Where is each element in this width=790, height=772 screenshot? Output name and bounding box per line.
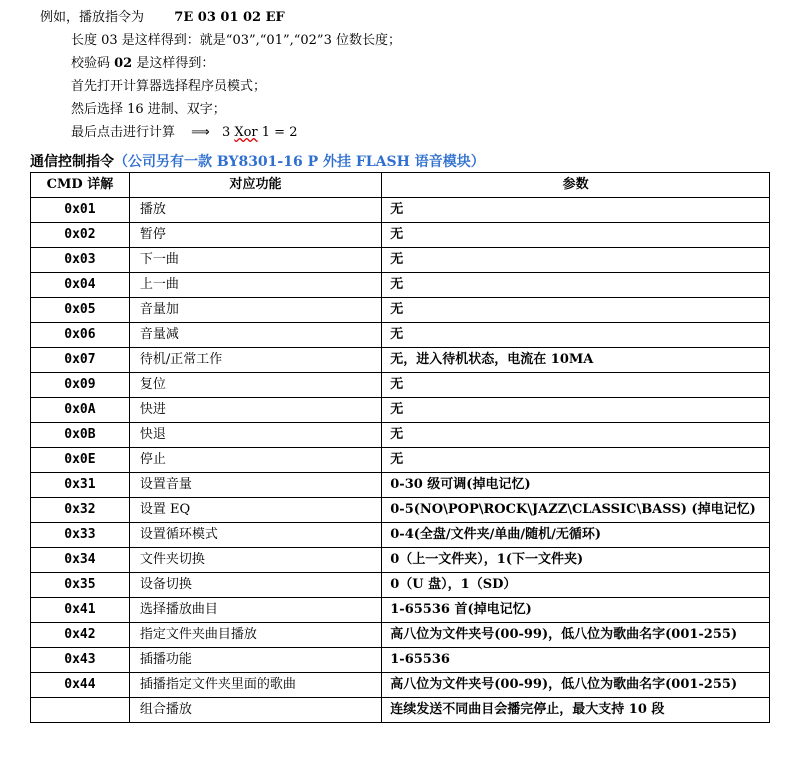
example-command: 7E 03 01 02 EF [174, 10, 285, 25]
param-cell: 高八位为文件夹号(00-99)，低八位为歌曲名字(001-255) [382, 623, 770, 648]
example-label: 例如，播放指令为 [40, 10, 145, 25]
cmd-cell: 0x09 [31, 373, 130, 398]
table-row [31, 398, 770, 423]
param-cell: 无 [382, 398, 770, 423]
param-cell: 1-65536 首(掉电记忆) [382, 598, 770, 623]
table-row [31, 698, 770, 723]
step-3: 最后点击进行计算 [71, 125, 176, 140]
table-row [31, 673, 770, 698]
step-1: 首先打开计算器选择程序员模式； [71, 79, 267, 94]
section-title-text: 通信控制指令 [30, 154, 114, 170]
function-cell: 下一曲 [129, 248, 381, 273]
function-cell: 暂停 [129, 223, 381, 248]
header-param: 参数 [382, 173, 770, 198]
checksum-value: 02 [114, 56, 133, 71]
param-cell: 无 [382, 198, 770, 223]
step-2: 然后选择 16 进制、双字； [71, 102, 226, 117]
cmd-cell: 0x33 [31, 523, 130, 548]
cmd-cell: 0x0A [31, 398, 130, 423]
function-cell: 停止 [129, 448, 381, 473]
cmd-cell: 0x04 [31, 273, 130, 298]
cmd-cell: 0x06 [31, 323, 130, 348]
cmd-cell: 0x42 [31, 623, 130, 648]
cmd-cell: 0x32 [31, 498, 130, 523]
length-explanation: 长度 03 是这样得到：就是“03”,“01”,“02”3 位数长度； [71, 33, 401, 48]
function-cell: 组合播放 [129, 698, 381, 723]
function-cell: 设置循环模式 [129, 523, 381, 548]
function-cell: 插播指定文件夹里面的歌曲 [129, 673, 381, 698]
calc-post: 1 = 2 [257, 125, 298, 140]
calc-pre: 3 [221, 125, 235, 140]
param-cell: 连续发送不同曲目会播完停止，最大支持 10 段 [382, 698, 770, 723]
calc-xor: Xor [234, 125, 258, 140]
cmd-cell: 0x43 [31, 648, 130, 673]
cmd-cell: 0x31 [31, 473, 130, 498]
function-cell: 指定文件夹曲目播放 [129, 623, 381, 648]
table-row [31, 448, 770, 473]
param-cell: 无 [382, 248, 770, 273]
arrow-icon: ⟹ [191, 125, 210, 140]
function-cell: 设备切换 [129, 573, 381, 598]
function-cell: 设置 EQ [129, 498, 381, 523]
table-row [31, 348, 770, 373]
function-cell: 选择播放曲目 [129, 598, 381, 623]
function-cell: 文件夹切换 [129, 548, 381, 573]
function-cell: 音量加 [129, 298, 381, 323]
section-title [30, 151, 485, 171]
table-row [31, 273, 770, 298]
table-row [31, 498, 770, 523]
cmd-cell: 0x41 [31, 598, 130, 623]
command-table [30, 172, 770, 723]
table-row [31, 323, 770, 348]
cmd-cell: 0x35 [31, 573, 130, 598]
param-cell: 无，进入待机状态，电流在 10MA [382, 348, 770, 373]
function-cell: 播放 [129, 198, 381, 223]
table-row [31, 248, 770, 273]
step-3-line [71, 125, 297, 141]
table-row [31, 573, 770, 598]
table-row [31, 598, 770, 623]
function-cell: 待机/正常工作 [129, 348, 381, 373]
table-row [31, 473, 770, 498]
function-cell: 快进 [129, 398, 381, 423]
param-cell: 无 [382, 448, 770, 473]
table-row [31, 423, 770, 448]
table-row [31, 198, 770, 223]
param-cell: 0-4(全盘/文件夹/单曲/随机/无循环) [382, 523, 770, 548]
cmd-cell: 0x05 [31, 298, 130, 323]
checksum-pre: 校验码 [71, 56, 115, 71]
param-cell: 无 [382, 323, 770, 348]
param-cell: 高八位为文件夹号(00-99)，低八位为歌曲名字(001-255) [382, 673, 770, 698]
function-cell: 插播功能 [129, 648, 381, 673]
section-note: 公司另有一款 BY8301-16 P 外挂 FLASH 语音模块 [128, 154, 471, 170]
param-cell: 1-65536 [382, 648, 770, 673]
table-row [31, 548, 770, 573]
example-line [40, 10, 285, 26]
section-note-close: ） [470, 154, 485, 170]
cmd-cell: 0x44 [31, 673, 130, 698]
function-cell: 复位 [129, 373, 381, 398]
checksum-line [71, 56, 214, 72]
table-row [31, 523, 770, 548]
function-cell: 上一曲 [129, 273, 381, 298]
table-row [31, 298, 770, 323]
header-cmd: CMD 详解 [31, 173, 130, 198]
function-cell: 快退 [129, 423, 381, 448]
cmd-cell: 0x0B [31, 423, 130, 448]
cmd-cell: 0x34 [31, 548, 130, 573]
param-cell: 0（U 盘），1（SD） [382, 573, 770, 598]
param-cell: 无 [382, 373, 770, 398]
param-cell: 无 [382, 223, 770, 248]
table-row [31, 223, 770, 248]
header-function: 对应功能 [129, 173, 381, 198]
table-row [31, 373, 770, 398]
param-cell: 0-30 级可调(掉电记忆) [382, 473, 770, 498]
cmd-cell [31, 698, 130, 723]
table-header-row [31, 173, 770, 198]
cmd-cell: 0x03 [31, 248, 130, 273]
param-cell: 0（上一文件夹），1(下一文件夹) [382, 548, 770, 573]
function-cell: 音量减 [129, 323, 381, 348]
checksum-post: 是这样得到： [132, 56, 215, 71]
cmd-cell: 0x07 [31, 348, 130, 373]
param-cell: 0-5(NO\POP\ROCK\JAZZ\CLASSIC\BASS) (掉电记忆) [382, 498, 770, 523]
cmd-cell: 0x02 [31, 223, 130, 248]
param-cell: 无 [382, 423, 770, 448]
param-cell: 无 [382, 273, 770, 298]
param-cell: 无 [382, 298, 770, 323]
cmd-cell: 0x01 [31, 198, 130, 223]
table-row [31, 623, 770, 648]
table-row [31, 648, 770, 673]
function-cell: 设置音量 [129, 473, 381, 498]
section-note-open: （ [114, 154, 128, 170]
cmd-cell: 0x0E [31, 448, 130, 473]
